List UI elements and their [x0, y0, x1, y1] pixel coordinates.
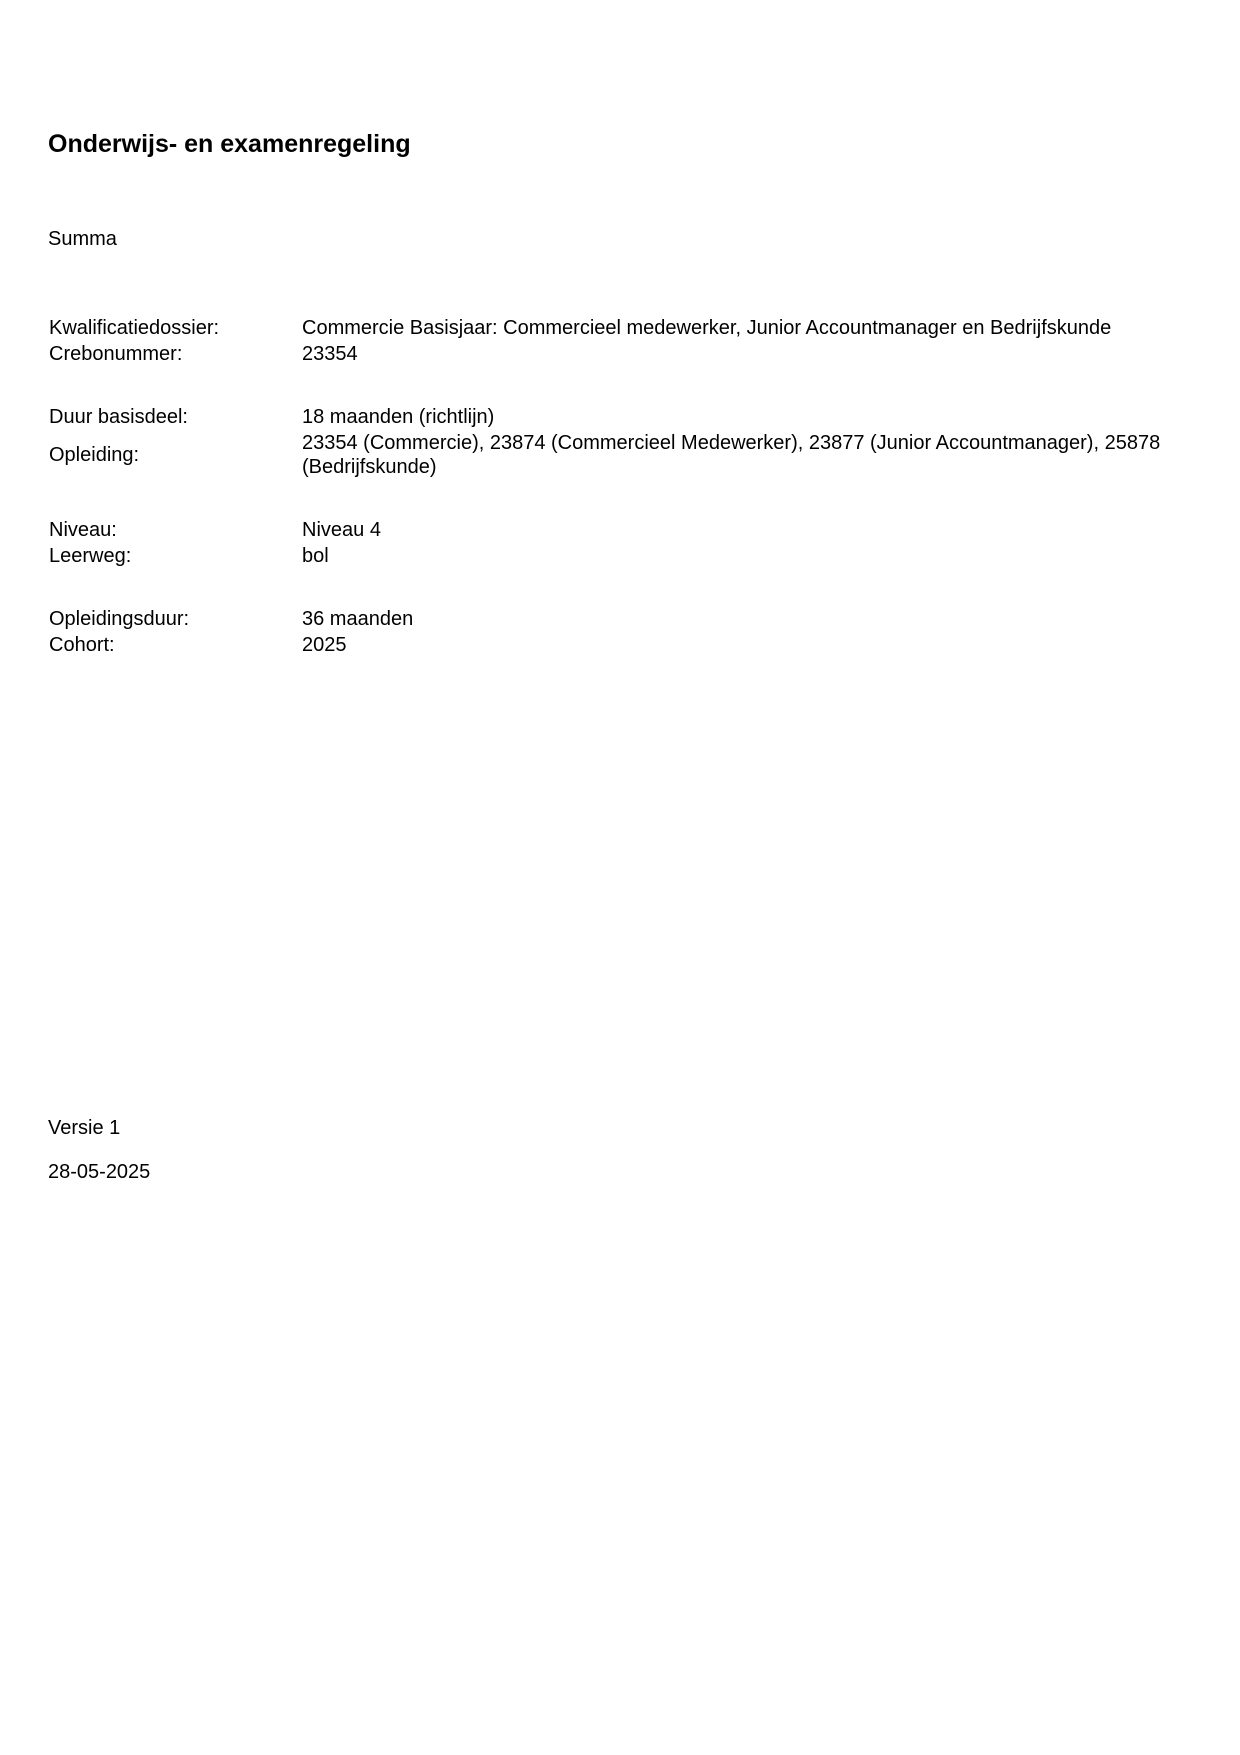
version-label: Versie 1: [48, 1117, 121, 1139]
field-label: Duur basisdeel:: [49, 406, 188, 428]
field-value: Commercie Basisjaar: Commercieel medewerker, Junior Accountmanager en Bedrijfskunde: [302, 317, 1112, 339]
field-value: Niveau 4: [302, 519, 381, 541]
field-label: Crebonummer:: [49, 343, 183, 365]
page-title: Onderwijs- en examenregeling: [48, 130, 411, 158]
field-label: Leerweg:: [49, 545, 132, 567]
field-label: Opleidingsduur:: [49, 608, 190, 630]
field-value: bol: [302, 545, 329, 567]
field-value: 23354 (Commercie), 23874 (Commercieel Medewerker), 23877 (Junior Accountmanager), 25878 (Bedrijfskunde): [302, 432, 1161, 478]
school-name: Summa: [48, 228, 117, 250]
document-date: 28-05-2025: [48, 1161, 151, 1183]
field-value: 23354: [302, 343, 358, 365]
field-label: Niveau:: [49, 519, 117, 541]
field-label: Opleiding:: [49, 444, 140, 466]
field-label: Kwalificatiedossier:: [49, 317, 220, 339]
field-value: 2025: [302, 634, 347, 656]
field-value: 36 maanden: [302, 608, 414, 630]
field-label: Cohort:: [49, 634, 115, 656]
field-value: 18 maanden (richtlijn): [302, 406, 495, 428]
